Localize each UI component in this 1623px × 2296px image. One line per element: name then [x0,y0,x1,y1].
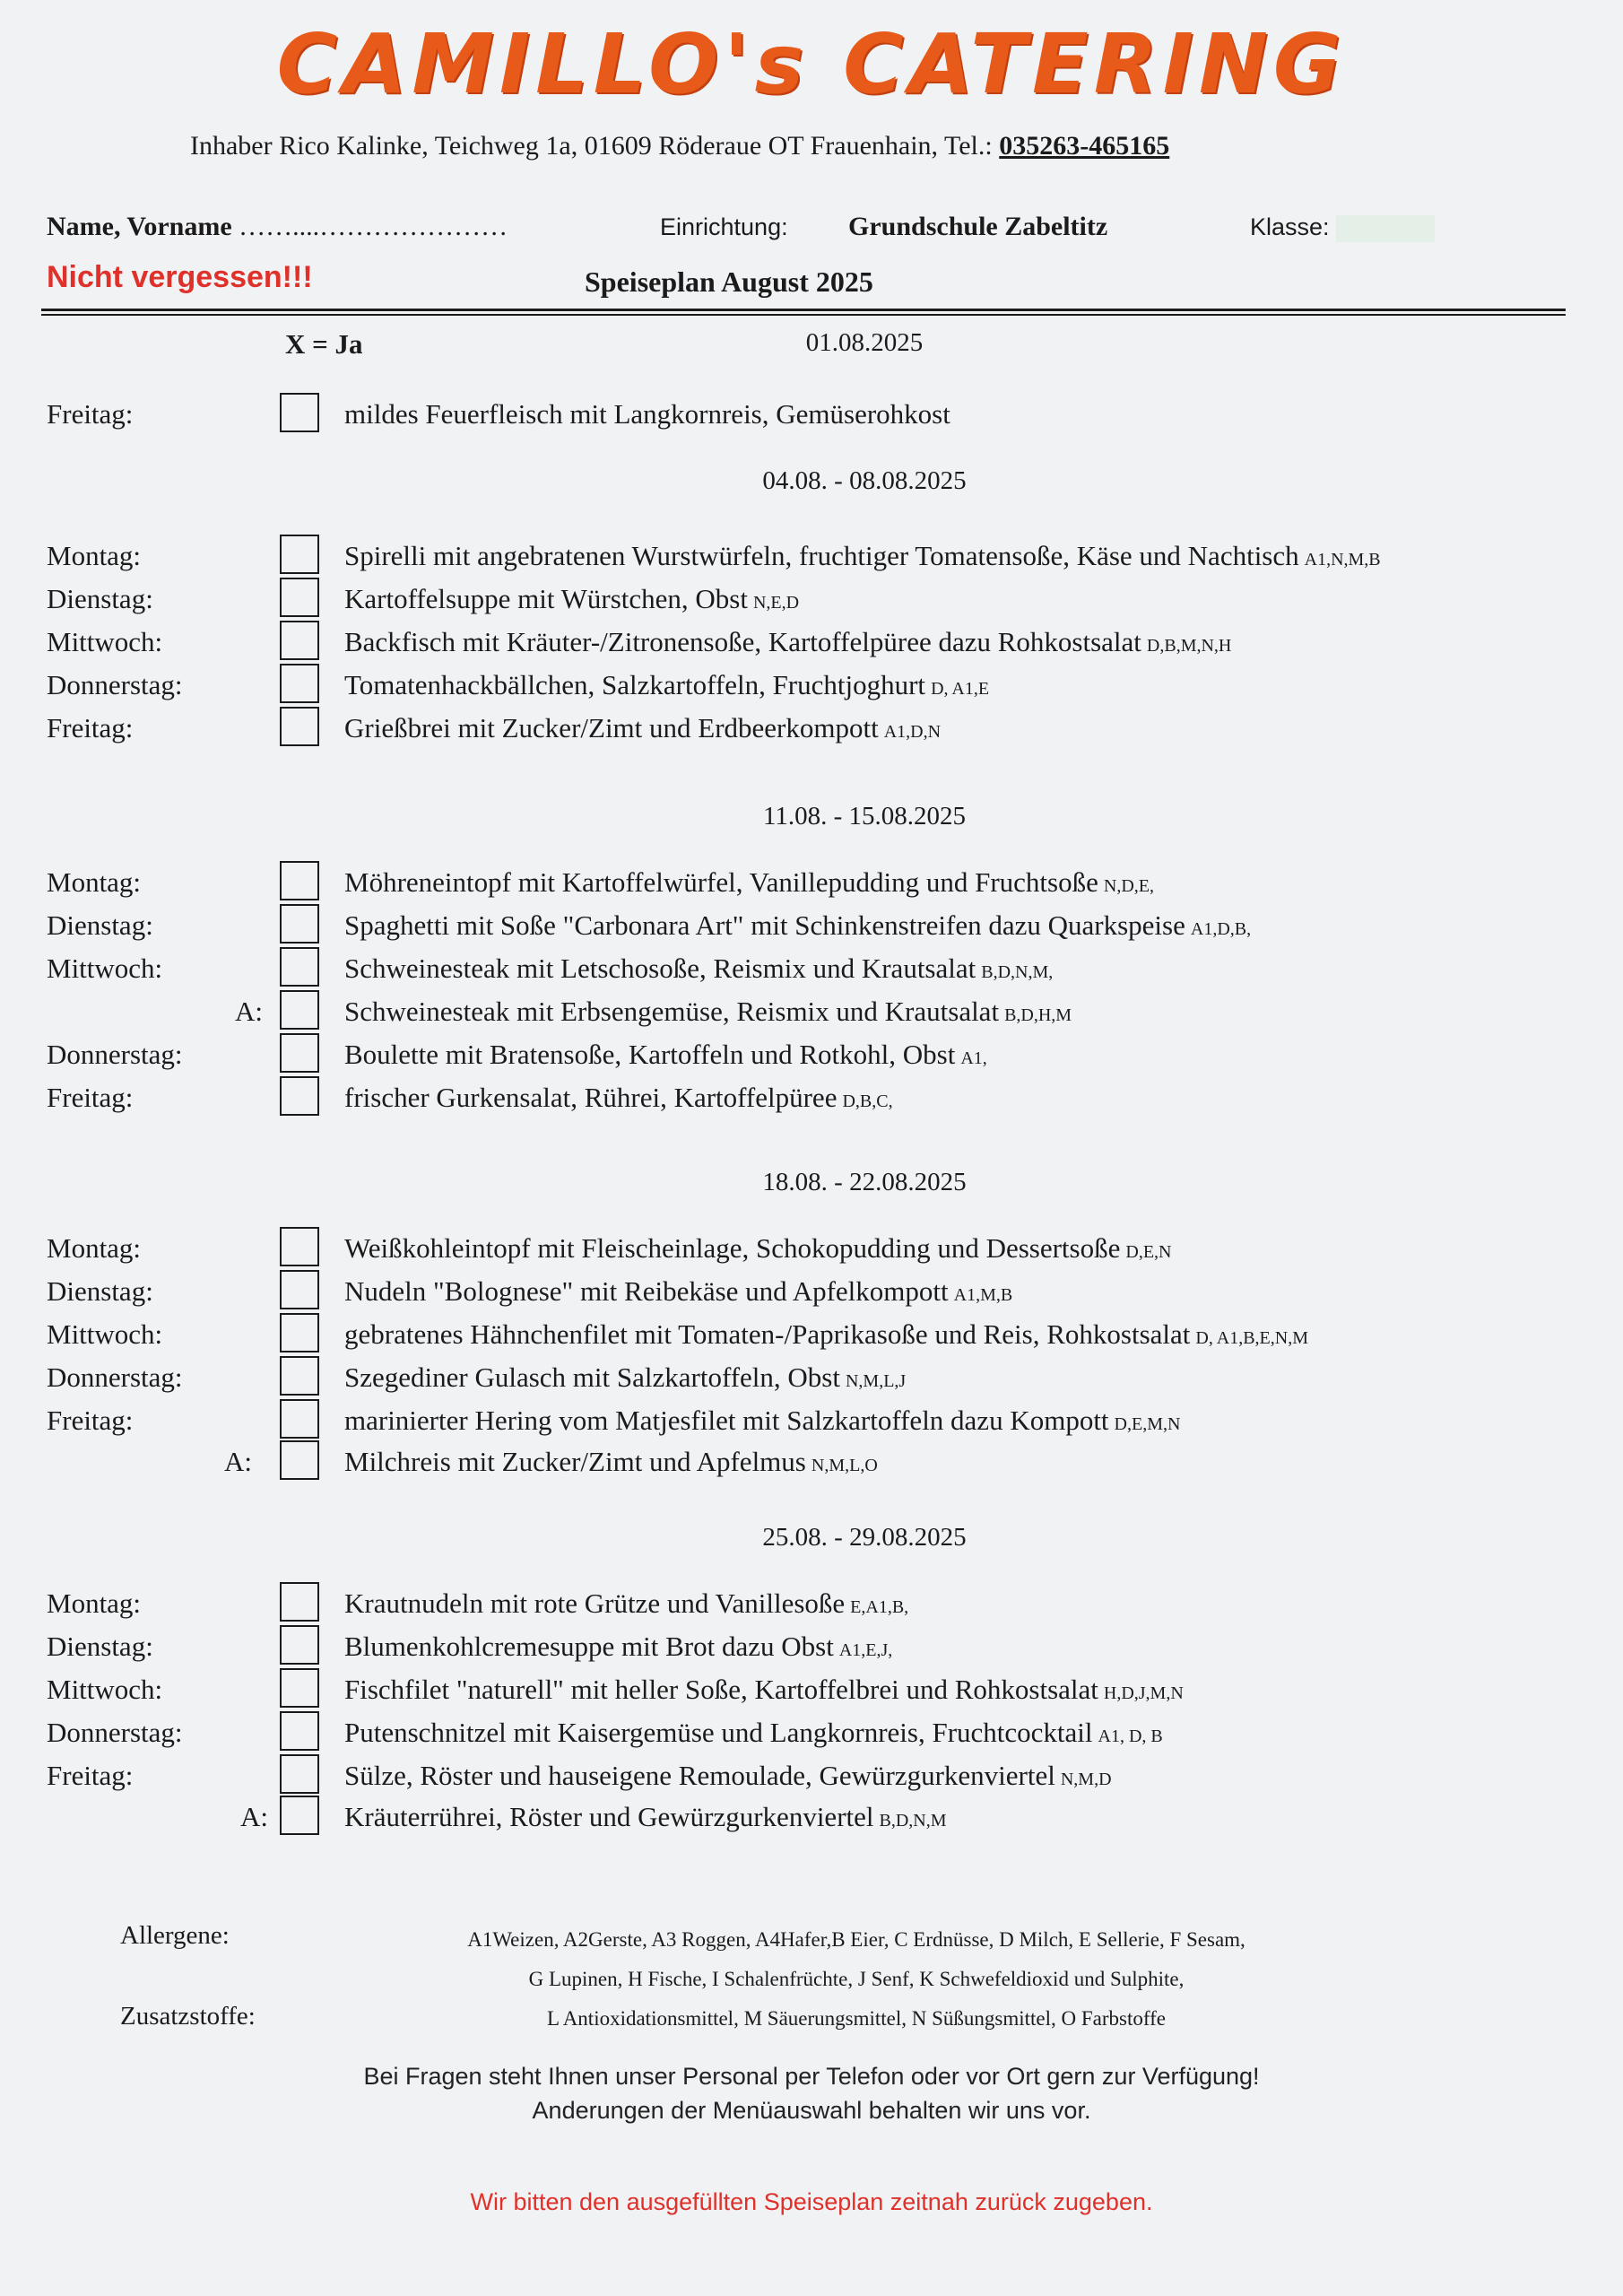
order-checkbox[interactable] [280,904,319,944]
allergen-codes: D,E,N [1125,1242,1172,1262]
catering-logo: CAMILLO's CATERING [276,16,1347,112]
allergene-line-2: G Lupinen, H Fische, I Schalenfrüchte, J Senf, K Schwefeldioxid und Sulphite, [528,1968,1185,1990]
header-divider-thin [41,314,1566,316]
order-checkbox[interactable] [280,990,319,1030]
owner-address [190,131,1169,161]
dish-text: Krautnudeln mit rote Grütze und Vanillesoße E,A1,B, [344,1587,909,1619]
reminder-note: Nicht vergessen!!! [47,260,313,294]
order-checkbox[interactable] [280,578,319,617]
allergene-label: Allergene: [120,1921,230,1950]
einrichtung-label: Einrichtung: [660,213,788,240]
order-checkbox[interactable] [280,1313,319,1352]
klasse-field[interactable] [1250,213,1435,242]
dish-text: Milchreis mit Zucker/Zimt und Apfelmus N,M,L,O [344,1446,878,1477]
dish-text: Nudeln "Bolognese" mit Reibekäse und Apfelkompott A1,M,B [344,1275,1013,1307]
dish-text: frischer Gurkensalat, Rührei, Kartoffelpüree D,B,C, [344,1082,893,1113]
menu-row [0,861,1623,904]
menu-row [0,1399,1623,1442]
menu-row [0,1227,1623,1270]
dish-text: Szegediner Gulasch mit Salzkartoffeln, Obst N,M,L,J [344,1361,907,1393]
allergen-codes: E,A1,B, [850,1597,909,1617]
allergen-codes: B,D,N,M [879,1811,947,1831]
dish-text: Blumenkohlcremesuppe mit Brot dazu Obst A1,E,J, [344,1631,893,1662]
alternative-label: A: [240,1801,268,1832]
order-checkbox[interactable] [280,1440,319,1480]
day-label: Freitag: [47,712,134,744]
phone-number: 035263-465165 [999,131,1170,161]
allergene-line-1: A1Weizen, A2Gerste, A3 Roggen, A4Hafer,B Eier, C Erdnüsse, D Milch, E Sellerie, F Sesam, [467,1928,1245,1951]
dish-text: Kräuterrührei, Röster und Gewürzgurkenviertel B,D,N,M [344,1801,947,1832]
menu-row [0,1754,1623,1797]
dish-text: Tomatenhackbällchen, Salzkartoffeln, Fruchtjoghurt D, A1,E [344,669,990,700]
dish-text: Spaghetti mit Soße "Carbonara Art" mit Schinkenstreifen dazu Quarkspeise A1,D,B, [344,909,1252,941]
allergen-codes: A1,M,B [953,1285,1013,1305]
menu-row [0,1356,1623,1399]
menu-row [0,1668,1623,1711]
order-checkbox[interactable] [280,1711,319,1751]
day-label: Dienstag: [47,909,153,941]
order-checkbox[interactable] [280,664,319,703]
info-line-2: Anderungen der Menüauswahl behalten wir uns vor. [532,2097,1091,2124]
day-label: Donnerstag: [47,669,183,700]
legend-x-ja: X = Ja [285,328,363,360]
allergen-codes: A1, [960,1048,987,1068]
day-label: Dienstag: [47,1275,153,1307]
allergen-codes: D, A1,B,E,N,M [1195,1328,1308,1348]
owner-line: Inhaber Rico Kalinke, Teichweg 1a, 01609 Röderaue OT Frauenhain, Tel.: [190,131,1000,161]
allergen-codes: N,E,D [752,593,800,613]
allergen-codes: D,B,C, [842,1091,893,1111]
day-label: Montag: [47,1587,142,1619]
allergen-codes: N,M,L,O [811,1456,878,1475]
order-checkbox[interactable] [280,1796,319,1835]
dish-text: Boulette mit Bratensoße, Kartoffeln und Rotkohl, Obst A1, [344,1039,987,1070]
order-checkbox[interactable] [280,861,319,900]
order-checkbox[interactable] [280,1399,319,1439]
dish-text: Schweinesteak mit Erbsengemüse, Reismix und Krautsalat B,D,H,M [344,996,1072,1027]
day-label: Donnerstag: [47,1361,183,1393]
day-label: Freitag: [47,1405,134,1436]
allergen-codes: A1,N,M,B [1304,550,1381,570]
order-checkbox[interactable] [280,393,319,432]
menu-row [0,1711,1623,1754]
dish-text: Putenschnitzel mit Kaisergemüse und Langkornreis, Fruchtcocktail A1, D, B [344,1717,1163,1748]
week-date: 04.08. - 08.08.2025 [762,466,967,495]
order-checkbox[interactable] [280,1754,319,1794]
allergen-codes: A1, D, B [1098,1726,1163,1746]
day-label: Freitag: [47,1082,134,1113]
day-label: Donnerstag: [47,1717,183,1748]
dish-text: marinierter Hering vom Matjesfilet mit Salzkartoffeln dazu Kompott D,E,M,N [344,1405,1181,1436]
dish-text: mildes Feuerfleisch mit Langkornreis, Gemüserohkost [344,398,950,430]
day-label: Dienstag: [47,1631,153,1662]
day-label: Mittwoch: [47,952,163,984]
menu-row-alternative [0,1796,1623,1839]
menu-row-alternative [0,1440,1623,1483]
day-label: Dienstag: [47,583,153,614]
menu-row [0,393,1623,436]
menu-row [0,535,1623,578]
alternative-label: A: [235,996,263,1027]
dish-text: gebratenes Hähnchenfilet mit Tomaten-/Paprikasoße und Reis, Rohkostsalat D, A1,B,E,N,M [344,1318,1308,1350]
menu-row [0,1076,1623,1119]
week-date: 11.08. - 15.08.2025 [762,802,967,831]
day-label: Donnerstag: [47,1039,183,1070]
page-title: Speiseplan August 2025 [585,265,873,298]
return-note: Wir bitten den ausgefüllten Speiseplan zeitnah zurück zugeben. [470,2188,1153,2215]
einrichtung-value: Grundschule Zabeltitz [848,212,1108,241]
dish-text: Grießbrei mit Zucker/Zimt und Erdbeerkompott A1,D,N [344,712,942,744]
menu-row [0,707,1623,750]
allergen-codes: A1,D,B, [1190,919,1252,939]
day-label: Montag: [47,1232,142,1264]
allergen-codes: B,D,H,M [1004,1005,1072,1025]
menu-row [0,1582,1623,1625]
klasse-input[interactable] [1336,215,1435,242]
order-checkbox[interactable] [280,1625,319,1665]
info-line-1: Bei Fragen steht Ihnen unser Personal per Telefon oder vor Ort gern zur Verfügung! [363,2063,1260,2090]
menu-row [0,621,1623,664]
day-label: Mittwoch: [47,626,163,657]
menu-row [0,578,1623,621]
menu-row [0,1033,1623,1076]
day-label: Freitag: [47,398,134,430]
allergen-codes: N,D,E, [1103,876,1154,896]
dish-text: Spirelli mit angebratenen Wurstwürfeln, fruchtiger Tomatensoße, Käse und Nachtisch A1,N,M,B [344,540,1381,571]
order-checkbox[interactable] [280,707,319,746]
allergen-codes: A1,D,N [883,722,942,742]
week-date: 18.08. - 22.08.2025 [762,1168,967,1196]
allergen-codes: D,B,M,N,H [1146,636,1232,656]
name-label: Name, Vorname [47,212,232,241]
dish-text: Sülze, Röster und hauseigene Remoulade, Gewürzgurkenviertel N,M,D [344,1760,1112,1791]
day-label: Mittwoch: [47,1318,163,1350]
order-checkbox[interactable] [280,1076,319,1116]
allergen-codes: N,M,D [1060,1770,1112,1789]
order-checkbox[interactable] [280,947,319,987]
menu-row [0,1270,1623,1313]
menu-row [0,1313,1623,1356]
allergen-codes: B,D,N,M, [981,962,1054,982]
name-dots: ……....………………… [239,212,508,241]
order-checkbox[interactable] [280,621,319,660]
klasse-label: Klasse: [1250,213,1330,240]
menu-row-alternative [0,990,1623,1033]
week-date: 25.08. - 29.08.2025 [762,1523,967,1552]
allergen-codes: D, A1,E [931,679,990,699]
dish-text: Fischfilet "naturell" mit heller Soße, Kartoffelbrei und Rohkostsalat H,D,J,M,N [344,1674,1184,1705]
dish-text: Kartoffelsuppe mit Würstchen, Obst N,E,D [344,583,800,614]
menu-row [0,947,1623,990]
allergen-codes: A1,E,J, [838,1640,893,1660]
order-checkbox[interactable] [280,535,319,574]
menu-row [0,664,1623,707]
menu-row [0,1625,1623,1668]
allergen-codes: H,D,J,M,N [1103,1683,1184,1703]
dish-text: Schweinesteak mit Letschosoße, Reismix und Krautsalat B,D,N,M, [344,952,1054,984]
zusatzstoffe-label: Zusatzstoffe: [120,2002,256,2031]
menu-row [0,904,1623,947]
order-checkbox[interactable] [280,1227,319,1266]
zusatzstoffe-line: L Antioxidationsmittel, M Säuerungsmittel, N Süßungsmittel, O Farbstoffe [547,2007,1166,2030]
order-checkbox[interactable] [280,1356,319,1396]
allergen-codes: N,M,L,J [845,1371,907,1391]
name-field[interactable] [47,212,508,242]
day-label: Freitag: [47,1760,134,1791]
order-checkbox[interactable] [280,1270,319,1309]
day-label: Montag: [47,540,142,571]
dish-text: Weißkohleintopf mit Fleischeinlage, Schokopudding und Dessertsoße D,E,N [344,1232,1172,1264]
order-checkbox[interactable] [280,1033,319,1073]
order-checkbox[interactable] [280,1582,319,1622]
header-divider [41,309,1566,311]
dish-text: Möhreneintopf mit Kartoffelwürfel, Vanillepudding und Fruchtsoße N,D,E, [344,866,1154,898]
allergen-codes: D,E,M,N [1114,1414,1181,1434]
alternative-label: A: [224,1446,252,1477]
week-date: 01.08.2025 [805,328,924,357]
day-label: Mittwoch: [47,1674,163,1705]
day-label: Montag: [47,866,142,898]
dish-text: Backfisch mit Kräuter-/Zitronensoße, Kartoffelpüree dazu Rohkostsalat D,B,M,N,H [344,626,1232,657]
order-checkbox[interactable] [280,1668,319,1708]
